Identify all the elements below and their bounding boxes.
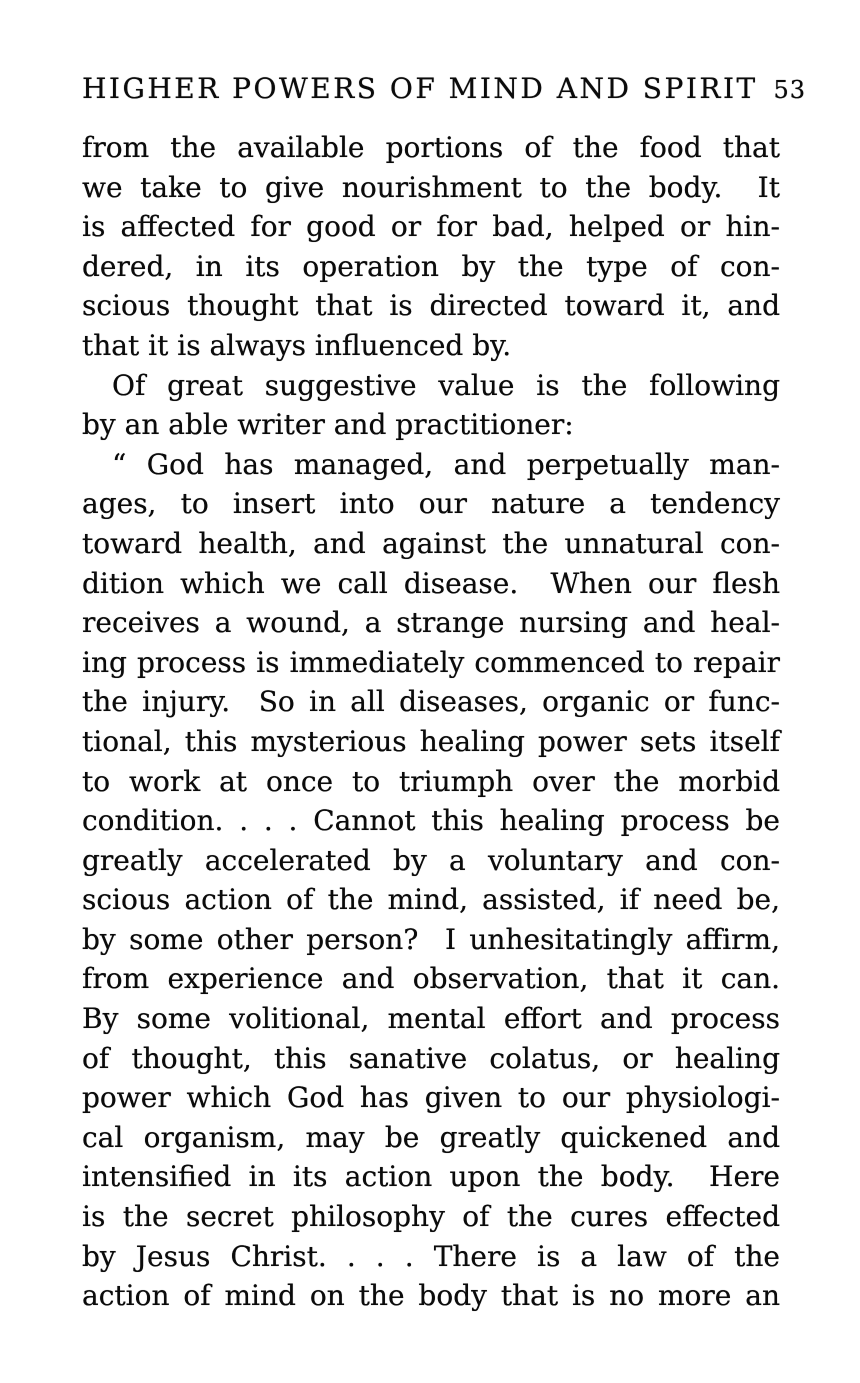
text-line: to work at once to triumph over the morbid	[82, 764, 780, 798]
page-number: 53	[773, 76, 806, 104]
text-line: By some volitional, mental effort and process	[82, 1002, 780, 1036]
running-header	[82, 72, 806, 105]
text-line: of thought, this sanative colatus, or healing	[82, 1041, 780, 1075]
text-line: from experience and observation, that it can.	[82, 962, 780, 996]
text-line: is affected for good or for bad, helped or hin-	[82, 210, 780, 244]
text-line: action of mind on the body that is no more an	[82, 1279, 780, 1313]
text-line: is the secret philosophy of the cures effected	[82, 1200, 780, 1234]
text-line: toward health, and against the unnatural con-	[82, 526, 780, 560]
page-body	[82, 128, 780, 1316]
text-line: that it is always influenced by.	[82, 328, 512, 362]
text-line: we take to give nourishment to the body. It	[82, 170, 780, 204]
text-line: by Jesus Christ. . . . There is a law of the	[82, 1239, 780, 1273]
text-line: greatly accelerated by a voluntary and con-	[82, 843, 780, 877]
text-line: condition. . . . Cannot this healing process be	[82, 804, 780, 838]
text-line: by some other person? I unhesitatingly affirm,	[82, 922, 780, 956]
text-line: tional, this mysterious healing power sets itself	[82, 724, 780, 758]
text-line: “ God has managed, and perpetually man-	[112, 447, 780, 481]
text-line: cal organism, may be greatly quickened and	[82, 1120, 780, 1154]
text-line: receives a wound, a strange nursing and heal-	[82, 606, 780, 640]
text-line: dered, in its operation by the type of con-	[82, 249, 780, 283]
text-line: by an able writer and practitioner:	[82, 408, 574, 442]
text-line: power which God has given to our physiologi-	[82, 1081, 780, 1115]
text-line: scious action of the mind, assisted, if need be,	[82, 883, 780, 917]
text-line: dition which we call disease. When our flesh	[82, 566, 780, 600]
text-line: the injury. So in all diseases, organic or func-	[82, 685, 780, 719]
text-line: Of great suggestive value is the following	[112, 368, 780, 402]
text-line: intensified in its action upon the body. Here	[82, 1160, 780, 1194]
text-line: ages, to insert into our nature a tendency	[82, 487, 780, 521]
header-title: HIGHER POWERS OF MIND AND SPIRIT	[82, 72, 758, 105]
text-line: scious thought that is directed toward it, and	[82, 289, 780, 323]
text-line: ing process is immediately commenced to repair	[82, 645, 780, 679]
text-line: from the available portions of the food that	[82, 131, 780, 164]
